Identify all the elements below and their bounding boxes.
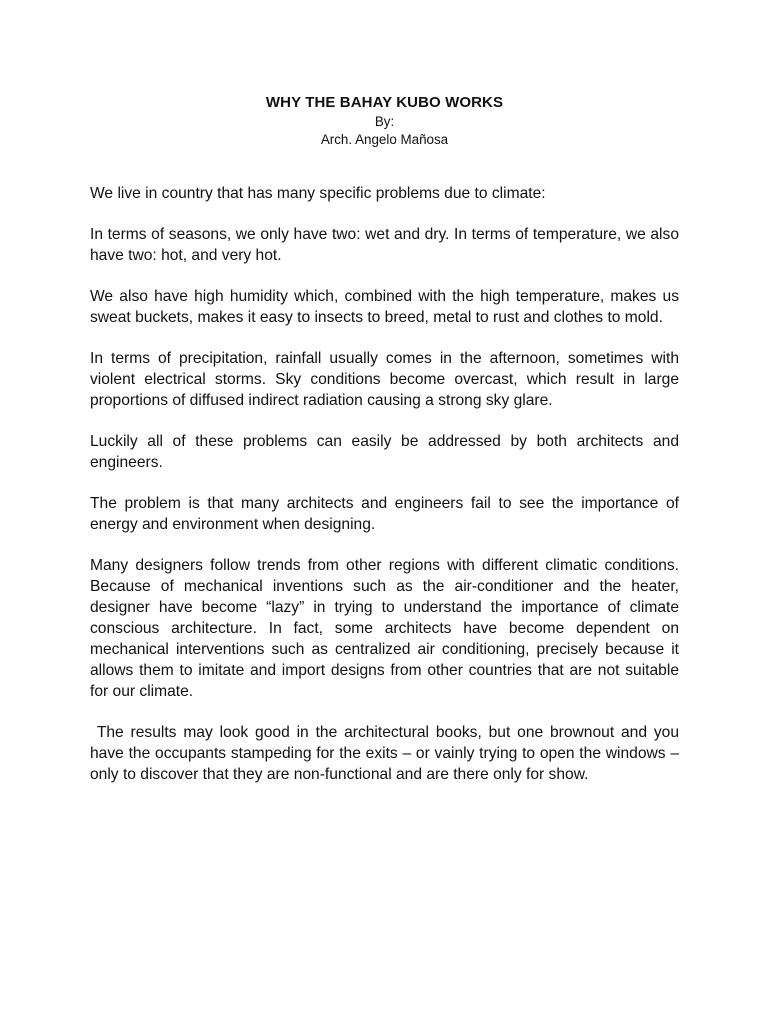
paragraph-intro: We live in country that has many specific problems due to climate: (90, 185, 546, 202)
document-body (90, 183, 684, 785)
byline-label: By: (374, 114, 395, 129)
paragraph-problem: The problem is that many architects and engineers fail to see the importance of energy and environment when designing. (90, 495, 679, 533)
paragraph-results: The results may look good in the architectural books, but one brownout and you have the occupants stampeding for the exits – or vainly trying to open the windows – only to discover that they are non-functional and are there only for show. (90, 724, 684, 783)
paragraph-precipitation: In terms of precipitation, rainfall usually comes in the afternoon, sometimes with violent electrical storms. Sky conditions become overcast, which result in large proportions of diffused indirect radiation causing a strong sky glare. (90, 350, 679, 409)
paragraph-designers: Many designers follow trends from other regions with different climatic conditions. Because of mechanical inventions such as the air-conditioner and the heater, designer have become “lazy” in trying to understand the importance of climate conscious architecture. In fact, some architects have become dependent on mechanical interventions such as centralized air conditioning, precisely because it allows them to imitate and import designs from other countries that are not suitable for our climate. (90, 557, 679, 700)
paragraph-solutions: Luckily all of these problems can easily be addressed by both architects and engineers. (90, 433, 679, 471)
paragraph-seasons: In terms of seasons, we only have two: wet and dry. In terms of temperature, we also have two: hot, and very hot. (90, 226, 679, 264)
author-name: Arch. Angelo Mañosa (320, 132, 449, 147)
paragraph-humidity: We also have high humidity which, combined with the high temperature, makes us sweat buckets, makes it easy to insects to breed, metal to rust and clothes to mold. (90, 288, 679, 326)
document-title: WHY THE BAHAY KUBO WORKS (265, 94, 504, 111)
title-block (90, 93, 679, 149)
